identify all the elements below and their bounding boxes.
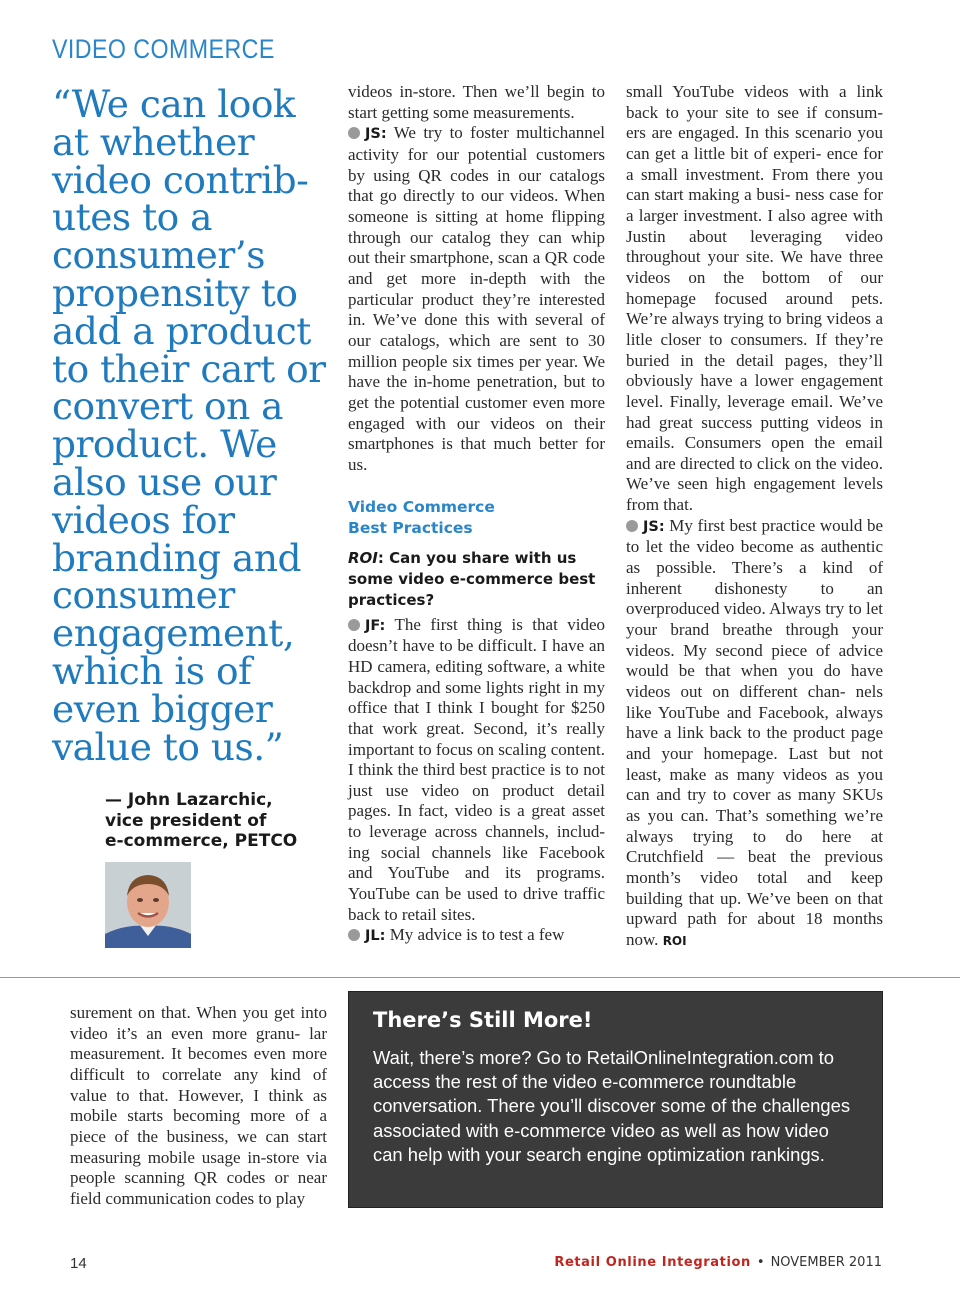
- paragraph: surement on that. When you get into video it’s an even more granu- lar measurement. It becomes even more difficult to correlate any kind of value to that. However, I think as mobile starts becoming more of a piece of the business, we can start measuring mobile usage in-store via people scanning QR codes or near field communication codes to play: [70, 1003, 327, 1208]
- speaker-text: My first best practice would be to let the video become as authentic as possible. There’s a kind of inherent dishonesty to an overproduced video. Always try to let your brand breathe through your videos. My second piece of advice would be that when you do have videos out on different chan- nels like YouTube and Facebook, always have a link back to the product page and your homepage. Last but not least, make as many videos as you can and try to cover as many SKUs as you can. That’s something we’re always trying to do here at Crutchfield — beat the previous month’s video total and keep building that up. We’ve been on that upward path for about 18 months now.: [626, 515, 884, 949]
- article-column-3: [626, 82, 883, 952]
- bullet-dot: [348, 619, 360, 631]
- speaker-text: We try to foster multichannel activity for our potential customers by using QR codes in our catalogs that go directly to our videos. When someone is sitting at home flipping through our catalog they can whip out their smartphone, scan a QR code and get more in-depth with the particular product they’re interested in. We’ve done this with several of our catalogs, which are sent to 30 million people six times per year. We have the in-home penetration, but to get the potential customer even more engaged with our videos on their smartphones is that much better for us.: [348, 123, 606, 474]
- question-text: : Can you share with us some video e-commerce best practices?: [348, 549, 596, 609]
- subheading: [348, 497, 605, 538]
- footer: [554, 1255, 882, 1270]
- subheading-line: Video Commerce: [348, 498, 495, 517]
- bullet-dot: [348, 127, 360, 139]
- page-number: 14: [70, 1255, 87, 1272]
- publication-name: Retail Online Integration: [554, 1255, 751, 1270]
- pull-quote: “We can look at whether video contrib- utes to a consumer’s propensity to add a product to their cart or convert on a product. We also use our videos for branding and consumer engagement, which is of even bigger value to us.”: [52, 82, 326, 769]
- bullet-dot: [348, 929, 360, 941]
- paragraph: videos in-store. Then we’ll begin to start getting some measurements.: [348, 82, 605, 122]
- paragraph: [348, 925, 605, 947]
- subheading-line: Best Practices: [348, 518, 473, 537]
- bullet-dot: [626, 520, 638, 532]
- sidebar-title: There’s Still More!: [373, 1008, 593, 1032]
- paragraph: [348, 615, 605, 926]
- sidebar-box: [348, 991, 883, 1208]
- paragraph: small YouTube videos with a link back to your site to see if consum- ers are engaged. In this scenario you can get a little bit of experi- ence for a small investment. From there you can start making a busi- ness case for a larger investment. I also agree with Justin about leveraging video throughout your site. We have three videos on the bottom of our homepage focused around pets. We’re always trying to bring videos a litle closer to consumers. If they’re buried in the detail pages, they’ll obviously have a lower engagement level. Finally, leverage email. We’ve had great success putting videos in emails. Consumers open the email and are directed to click on the video. We’ve seen high engagement levels from that.: [626, 82, 883, 515]
- speaker-label: JS:: [643, 518, 665, 535]
- interview-question: [348, 548, 605, 610]
- speaker-label: JF:: [365, 617, 386, 634]
- divider-rule: [0, 977, 960, 978]
- attribution-name: — John Lazarchic,: [105, 790, 273, 810]
- end-mark: ROI: [662, 933, 687, 948]
- article-column-continued: [70, 1003, 327, 1210]
- quote-attribution: [105, 790, 297, 852]
- attribution-company: e-commerce, PETCO: [105, 831, 298, 851]
- article-column-2: [348, 82, 605, 947]
- speaker-label: JS:: [365, 126, 387, 143]
- issue-date: NOVEMBER 2011: [770, 1255, 882, 1270]
- attribution-title: vice president of: [105, 810, 267, 831]
- speaker-label: JL:: [365, 928, 386, 945]
- headshot-photo: [105, 862, 191, 948]
- speaker-text: The first thing is that video doesn’t have to be difficult. I have an HD camera, editing software, a white backdrop and some lights right in my office that I think I bought for $250 that work great. Second, it’s really important to focus on scaling content. I think the third best practice is to not just use video on product detail pages. In fact, video is a great asset to leverage across channels, includ- ing social channels like Facebook and YouTube and its programs. YouTube can be used to drive traffic back to retail sites.: [348, 614, 605, 924]
- speaker-text: My advice is to test a few: [389, 925, 565, 945]
- paragraph: [348, 123, 605, 475]
- roi-label: ROI: [348, 549, 378, 568]
- sidebar-body: Wait, there’s more? Go to RetailOnlineIntegration.com to access the rest of the video e-commerce roundtable conversation. There you’ll discover some of the challenges associated with e-commerce video as well as how video can help with your search engine optimization rankings.: [373, 1047, 851, 1165]
- section-label: VIDEO COMMERCE: [52, 34, 275, 64]
- paragraph: [626, 516, 883, 952]
- footer-separator: •: [756, 1255, 765, 1270]
